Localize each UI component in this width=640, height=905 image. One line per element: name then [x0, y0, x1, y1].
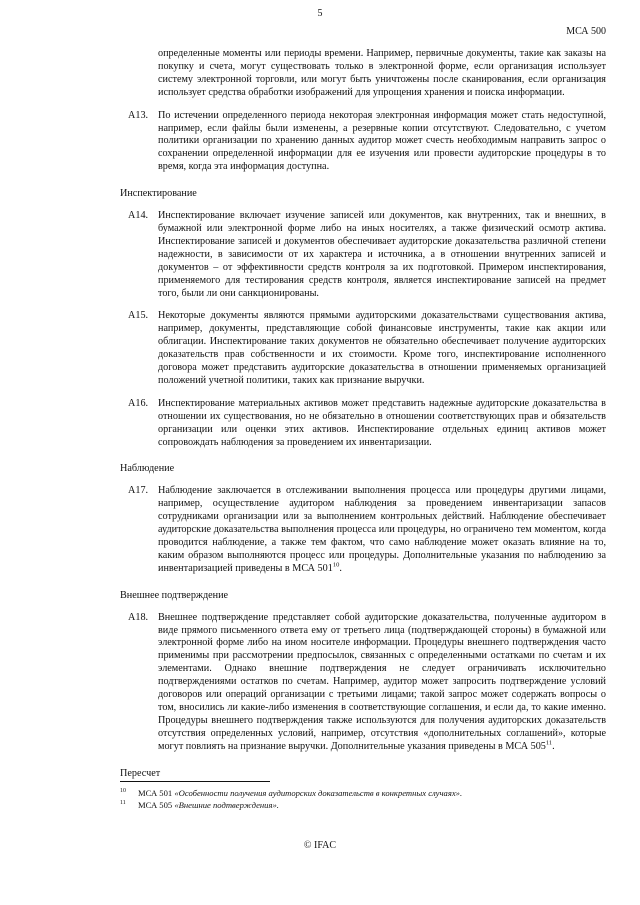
main-content [120, 48, 606, 790]
section-heading-recalculation: Пересчет [120, 767, 161, 779]
paragraph-end: . [552, 740, 555, 752]
paragraph-text: Инспектирование материальных активов может представить надежные аудиторские доказательства в отношении их существования, но не обязательно в отношении соответствующих прав и обязательств организации или оценки этих активов. Инспектирование отдельных единиц активов может сопровождать наблюдения за проведением их инвентаризации. [158, 397, 606, 448]
section-heading-external-confirmation: Внешнее подтверждение [120, 589, 229, 601]
footnote-reference: 11 [545, 739, 553, 747]
footnote-number: 10 [120, 788, 126, 794]
footnote-standard: МСА 501 [138, 788, 173, 798]
footnote-divider [120, 781, 270, 782]
paragraph-a16 [120, 398, 606, 450]
footnote-number: 11 [120, 799, 126, 806]
footnotes [120, 788, 606, 811]
page-number: 5 [317, 8, 323, 19]
paragraph-text: Внешнее подтверждение представляет собой аудиторские доказательства, полученные аудитором в виде прямого письменного ответа ему от третьего лица (подтверждающей стороны) в бумажной или электронной форме либо на ином носителе информации. Процедуры внешнего подтверждения часто применимы при рассмотрении предпосылок, связанных с определенными остатками по счетам и их элементами. Однако внешние подтверждения не следует ограничивать исключительно подтверждениями остатков по счетам. Например, аудитор может запросить подтверждение условий договоров или операций организации с третьими лицами; такой запрос может содержать вопросы о том, вносились ли какие-либо изменения в соответствующие соглашения, и если да, то какие именно. Процедуры внешнего подтверждения также используются для получения аудиторских доказательств отсутствия определенных условий, например, отсутствия «дополнительных соглашений», которые могут повлиять на признание выручки. Дополнительные указания приведены в МСА 505 [158, 611, 606, 752]
paragraph-text: По истечении определенного периода некоторая электронная информация может стать недоступной, например, если файлы были изменены, а резервные копии отсутствуют. Следовательно, с учетом политики организации по хранению данных аудитор может счесть необходимым направить запрос о сохранении определенной информации для ее изучения или провести аудиторские процедуры в то время, когда эта информация доступна. [158, 109, 606, 173]
paragraph-a14 [120, 210, 606, 300]
section-heading-inspection: Инспектирование [120, 188, 197, 200]
copyright-footer: © IFAC [303, 840, 337, 851]
footnote-11 [120, 800, 606, 812]
paragraph-a15 [120, 310, 606, 387]
footnote-title: «Особенности получения аудиторских доказательств в конкретных случаях». [174, 788, 463, 798]
paragraph-number: A14. [128, 210, 149, 222]
paragraph-number: A18. [128, 611, 149, 623]
section-heading-observation: Наблюдение [120, 463, 175, 475]
paragraph-text: Наблюдение заключается в отслеживании выполнения процесса или процедуры другими лицами, например, осуществление аудитором наблюдения за проведением инвентаризации запасов сотрудниками организации или за выполнением контрольных действий. Наблюдение обеспечивает аудиторские доказательства выполнения процесса или процедуры, но ограничено тем моментом, когда проводится наблюдение, а также тем фактом, что само наблюдение может оказать влияние на то, каким образом выполняются процесс или процедуры. Дополнительные указания по наблюдению за инвентаризацией приведены в МСА 501 [158, 485, 606, 574]
paragraph-end: . [339, 562, 342, 574]
paragraph-number: A15. [128, 310, 149, 322]
paragraph-text: Инспектирование включает изучение записей или документов, как внутренних, так и внешних, в бумажной или электронной форме либо на иных носителях, а также физический осмотр актива. Инспектирование записей и документов обеспечивает аудиторские доказательства различной степени надежности, в зависимости от их характера и источника, а в отношении внутренних записей и документов – от эффективности средств контроля за их подготовкой. Примером инспектирования, применяемого для тестирования средств контроля, является инспектирование записей на предмет того, были ли они санкционированы. [158, 210, 606, 299]
paragraph-continuation: определенные моменты или периоды времени. Например, первичные документы, такие как заказы на покупку и счета, могут существовать только в электронной форме, если организация использует систему электронной торговли, или могут быть уничтожены после сканирования, если организация использует средства обработки изображений для упрощения хранения и поиска информации. [158, 48, 606, 98]
paragraph-a18 [120, 612, 606, 754]
footnote-10 [120, 788, 606, 800]
paragraph-text: Некоторые документы являются прямыми аудиторскими доказательствами существования актива, например, документы, представляющие собой финансовые инструменты, такие как акции или облигации. Инспектирование таких документов не обязательно обеспечивает получение аудиторских доказательств прав собственности и их стоимости. Кроме того, инспектирование исполненного договора может представить аудиторские доказательства в отношении применяемых организацией положений учетной политики, таких как признание выручки. [158, 310, 606, 386]
paragraph-number: A13. [128, 109, 149, 121]
footnote-reference: 10 [332, 561, 340, 569]
standard-code: МСА 500 [566, 26, 606, 37]
paragraph-a17 [120, 485, 606, 575]
paragraph-number: A17. [128, 485, 149, 497]
footnote-title: «Внешние подтверждения». [174, 799, 279, 810]
footnote-standard: МСА 505 [138, 799, 173, 810]
paragraph-a13 [120, 110, 606, 175]
paragraph-number: A16. [128, 397, 149, 409]
